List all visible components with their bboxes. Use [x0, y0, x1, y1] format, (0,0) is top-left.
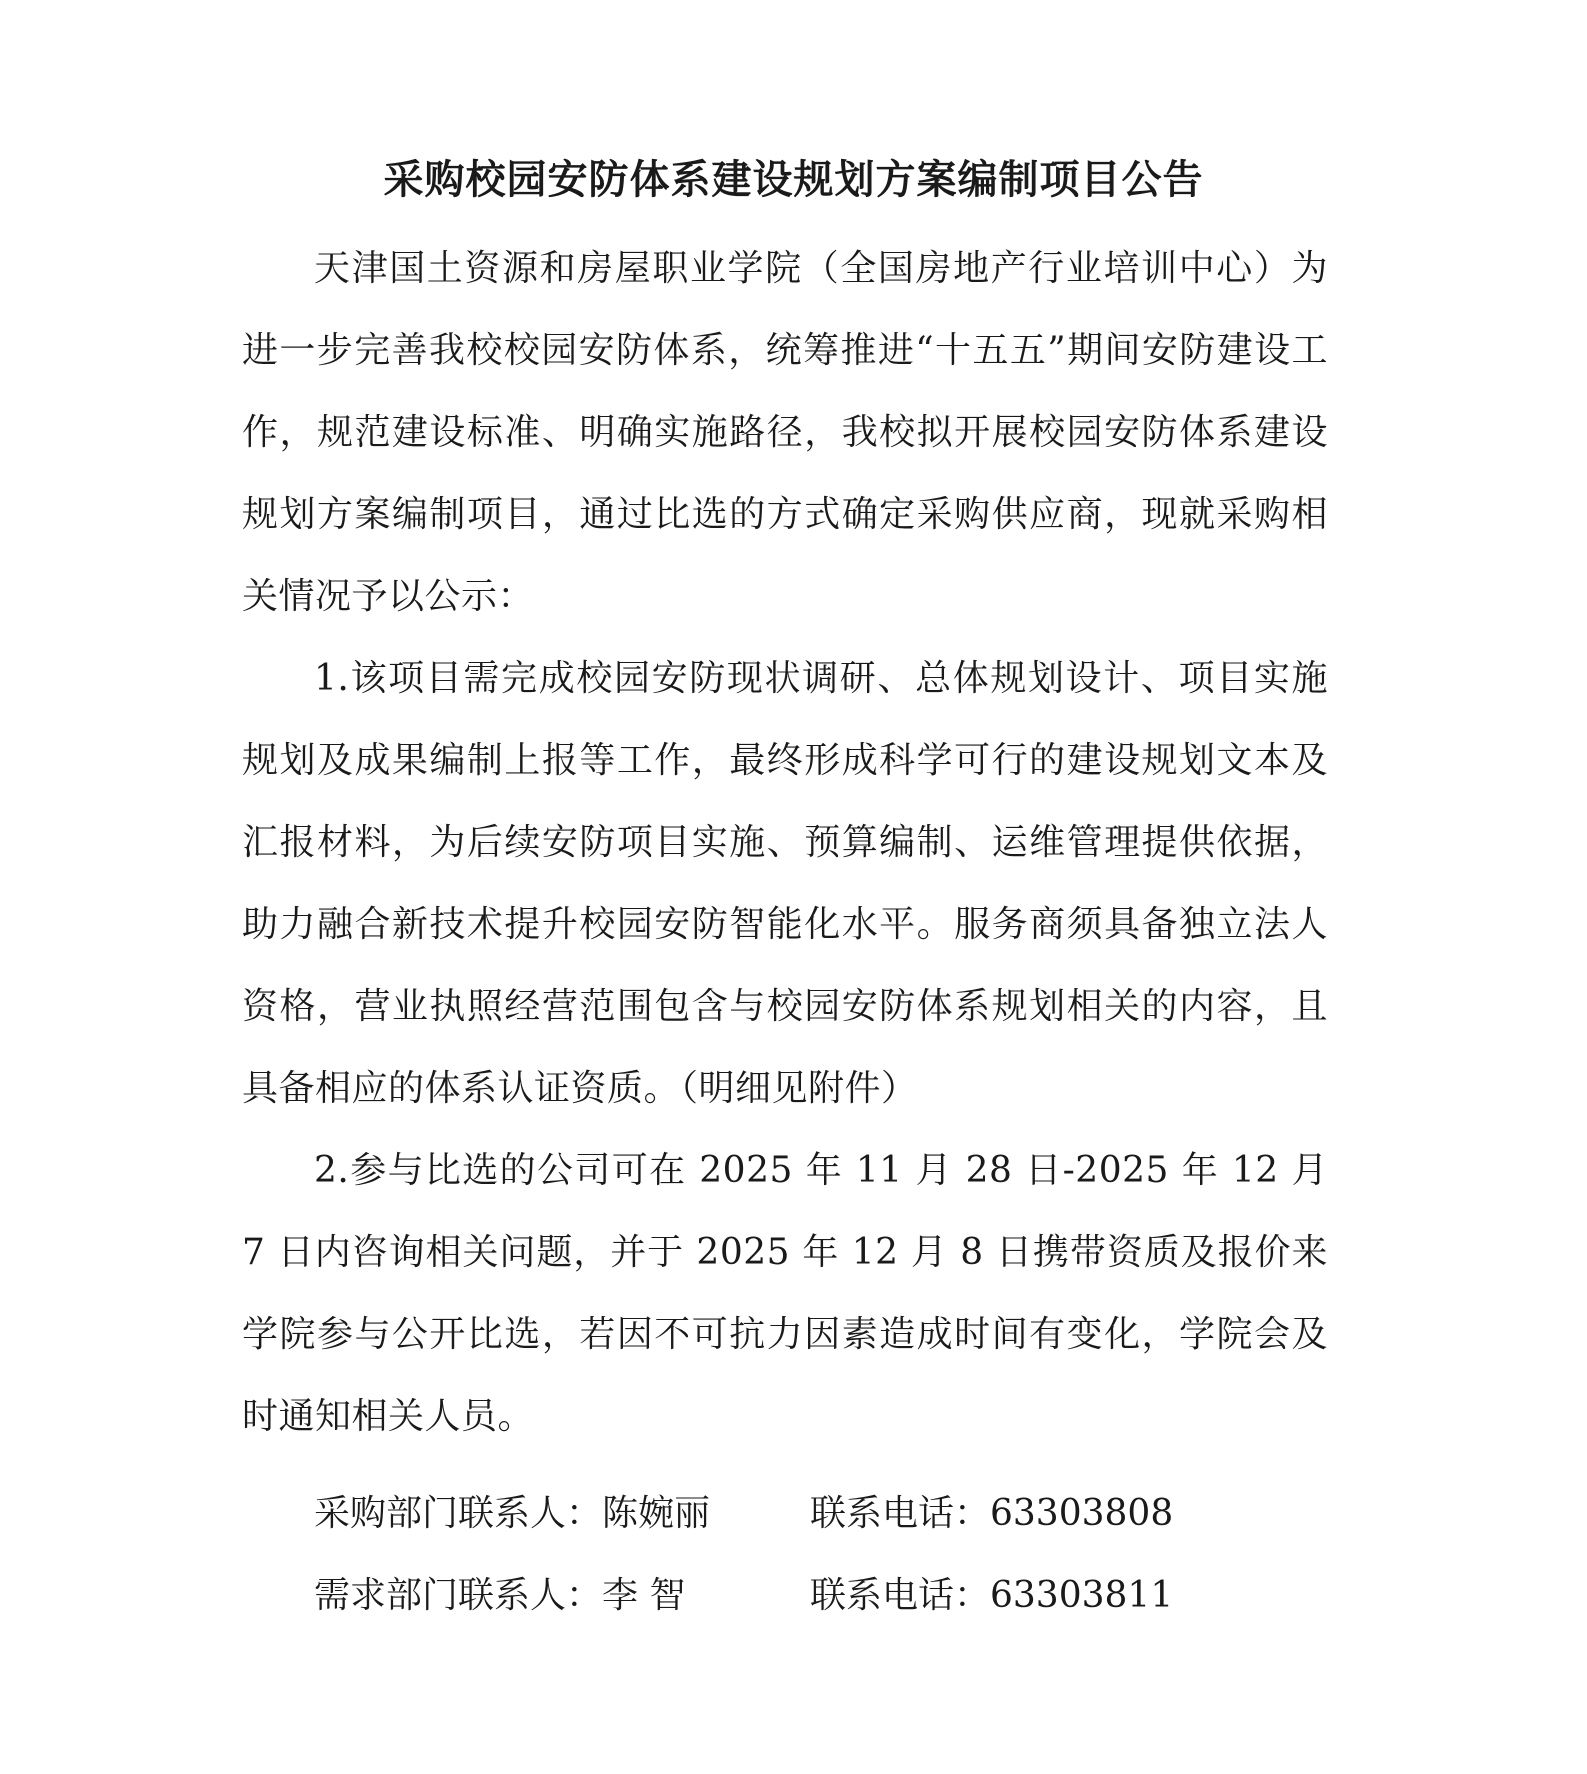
document-body — [242, 228, 1328, 1458]
intro-paragraph: 天津国土资源和房屋职业学院（全国房地产行业培训中心）为进一步完善我校校园安防体系，统筹推进“十五五”期间安防建设工作，规范建设标准、明确实施路径，我校拟开展校园安防体系建设规划方案编制项目，通过比选的方式确定采购供应商，现就采购相关情况予以公示： — [242, 248, 1328, 617]
item-1-paragraph: 1.该项目需完成校园安防现状调研、总体规划设计、项目实施规划及成果编制上报等工作，最终形成科学可行的建设规划文本及汇报材料，为后续安防项目实施、预算编制、运维管理提供依据，助力融合新技术提升校园安防智能化水平。服务商须具备独立法人资格，营业执照经营范围包含与校园安防体系规划相关的内容，且具备相应的体系认证资质。（明细见附件） — [242, 658, 1328, 1109]
procurement-contact-phone: 联系电话：63303808 — [810, 1493, 1174, 1534]
document-title: 采购校园安防体系建设规划方案编制项目公告 — [383, 156, 1204, 203]
demand-contact — [314, 1566, 1173, 1626]
demand-contact-phone: 联系电话：63303811 — [810, 1575, 1174, 1616]
item-2-paragraph: 2.参与比选的公司可在 2025 年 11 月 28 日-2025 年 12 月 7 日内咨询相关问题，并于 2025 年 12 月 8 日携带资质及报价来学院参与公开比选，若因不可抗力因素造成时间有变化，学院会及时通知相关人员。 — [242, 1150, 1328, 1437]
demand-contact-label: 需求部门联系人：李 智 — [314, 1575, 686, 1616]
procurement-contact-label: 采购部门联系人：陈婉丽 — [314, 1493, 711, 1534]
procurement-contact — [314, 1484, 1173, 1544]
